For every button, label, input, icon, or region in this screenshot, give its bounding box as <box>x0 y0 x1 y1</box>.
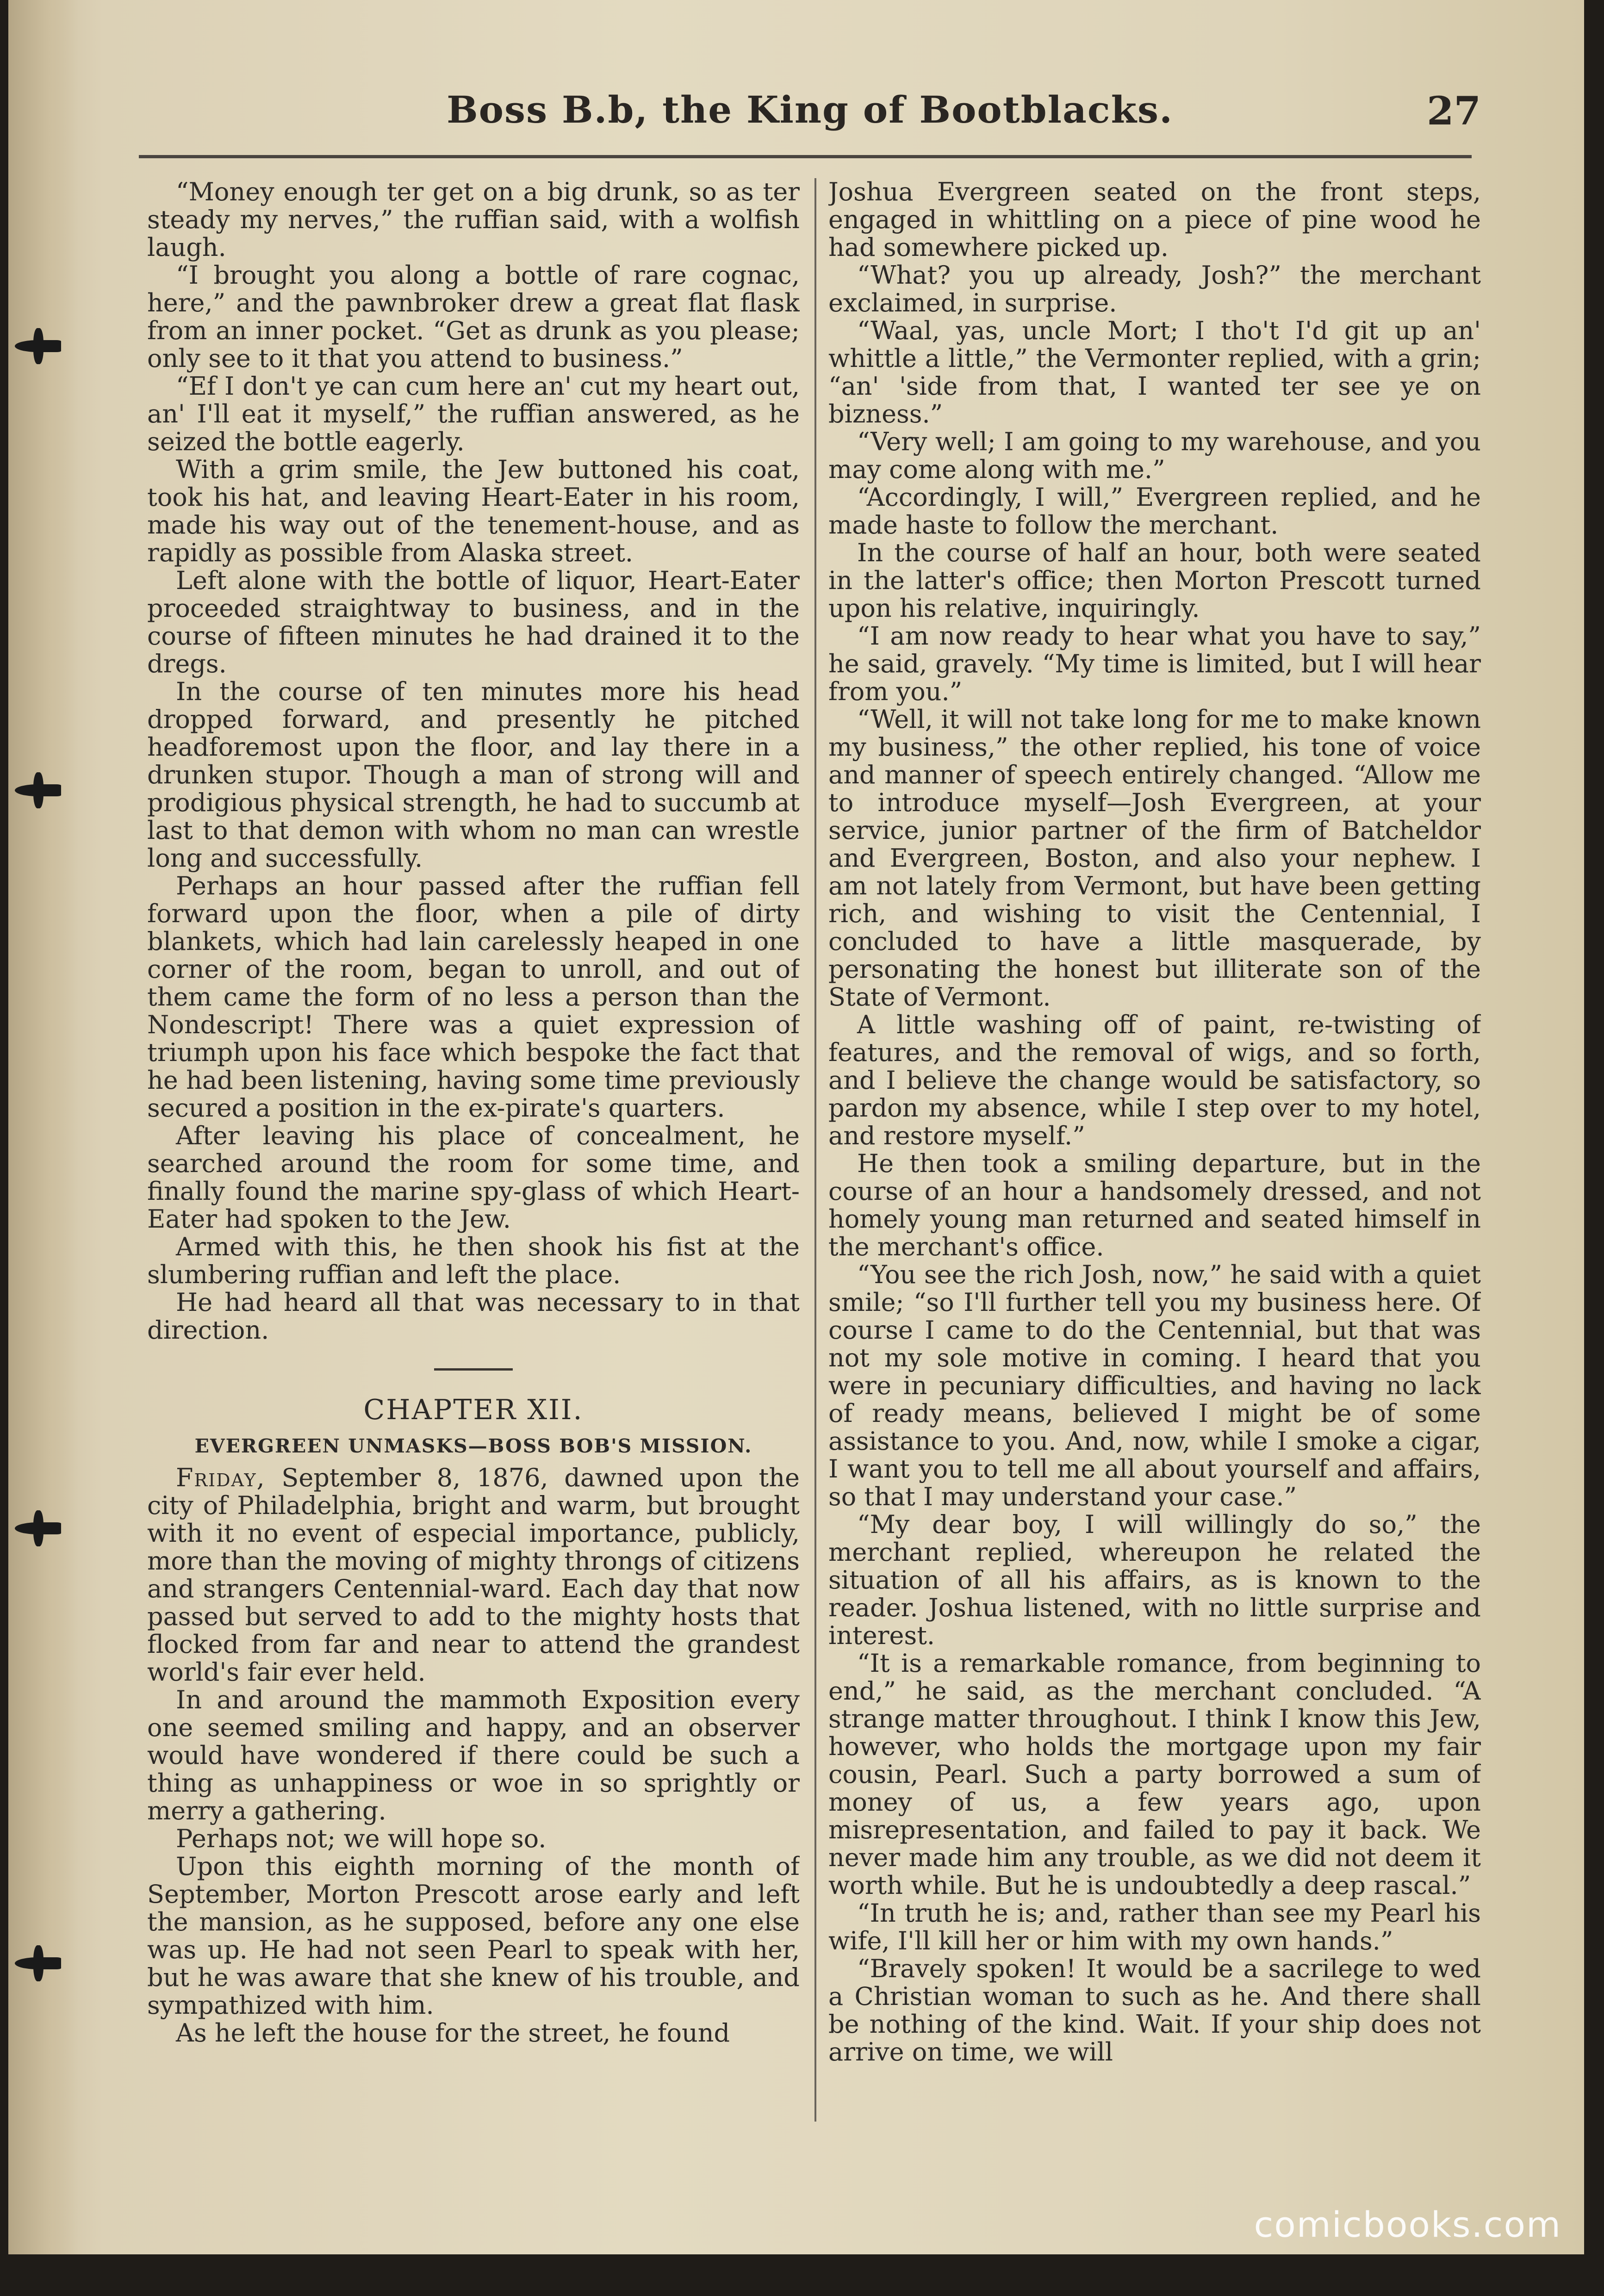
paragraph: Perhaps not; we will hope so. <box>176 1824 547 1853</box>
running-head: Boss B.b, the King of Bootblacks. <box>447 88 1173 131</box>
page-binding <box>8 0 78 2296</box>
paragraph: As he left the house for the street, he found <box>176 2018 730 2048</box>
paragraph: “I brought you along a bottle of rare cognac, here,” and the pawnbroker drew a great flat flask from an inner pocket. “Get as drunk as you please; only see to it that you attend to business.” <box>147 261 800 373</box>
paragraph: “I am now ready to hear what you have to say,” he said, gravely. “My time is limited, but I will hear from you.” <box>828 621 1481 706</box>
header-rule <box>139 155 1472 158</box>
paragraph: “Ef I don't ye can cum here an' cut my heart out, an' I'll eat it myself,” the ruffian answered, as he seized the bottle eagerly. <box>147 372 800 456</box>
paragraph: “You see the rich Josh, now,” he said with a quiet smile; “so I'll further tell you my business here. Of course I came to do the Centennial, but that was not my sole motive in coming. I heard that you were in pecuniary difficulties, and having no lack of ready means, believed I might be of some assistance to you. And, now, while I smoke a cigar, I want you to tell me all about yourself and affairs, so that I may understand your case.” <box>828 1260 1481 1511</box>
paragraph: “Waal, yas, uncle Mort; I tho't I'd git up an' whittle a little,” the Vermonter replied, with a grin; “an' 'side from that, I wanted ter see ye on bizness.” <box>828 316 1481 428</box>
binding-stitch <box>15 1957 61 1969</box>
paragraph: Left alone with the bottle of liquor, Heart-Eater proceeded straightway to business, and in the course of fifteen minutes he had drained it to the dregs. <box>147 566 800 678</box>
paragraph: “Well, it will not take long for me to make known my business,” the other replied, his tone of voice and manner of speech entirely changed. “Allow me to introduce myself—Josh Evergreen, at your service, junior partner of the firm of Batcheldor and Evergreen, Boston, and also your nephew. I am not lately from Vermont, but have been getting rich, and wishing to visit the Centennial, I concluded to have a little masquerade, by personating the honest but illiterate son of the State of Vermont. <box>828 705 1481 1011</box>
chapter-title: CHAPTER XII. <box>363 1394 584 1426</box>
paragraph: “Very well; I am going to my warehouse, and you may come along with me.” <box>828 427 1481 484</box>
watermark: comicbooks.com <box>1254 2204 1561 2245</box>
paragraph: Joshua Evergreen seated on the front steps, engaged in whittling on a piece of pine wood he had somewhere picked up. <box>828 178 1481 262</box>
paragraph: In the course of half an hour, both were seated in the latter's office; then Morton Prescott turned upon his relative, inquiringly. <box>828 538 1481 623</box>
paragraph: “What? you up already, Josh?” the merchant exclaimed, in surprise. <box>828 261 1481 317</box>
paragraph: “It is a remarkable romance, from beginning to end,” he said, as the merchant concluded. “A strange matter throughout. I think I know this Jew, however, who holds the mortgage upon my fair cousin, Pearl. Such a party borrowed a sum of money of us, a few years ago, upon misrepresentation, and failed to pay it back. We never made him any trouble, as we did not deem it worth while. But he is undoubtedly a deep rascal.” <box>828 1649 1481 1900</box>
paragraph: He then took a smiling departure, but in the course of an hour a handsomely dressed, and not homely young man returned and seated himself in the merchant's office. <box>828 1149 1481 1261</box>
paragraph: “Money enough ter get on a big drunk, so as ter steady my nerves,” the ruffian said, with a wolfish laugh. <box>147 178 800 262</box>
paragraph: Armed with this, he then shook his fist at the slumbering ruffian and left the place. <box>147 1232 800 1289</box>
paragraph: “My dear boy, I will willingly do so,” the merchant replied, whereupon he related the situation of all his affairs, as is known to the reader. Joshua listened, with no little surprise and interest. <box>828 1510 1481 1650</box>
paragraph: After leaving his place of concealment, he searched around the room for some time, and finally found the marine spy-glass of which Heart-Eater had spoken to the Jew. <box>147 1121 800 1234</box>
paragraph: Upon this eighth morning of the month of September, Morton Prescott arose early and left the mansion, as he supposed, before any one else was up. He had not seen Pearl to speak with her, but he was aware that she knew of his trouble, and sympathized with him. <box>147 1852 800 2020</box>
section-separator <box>434 1368 513 1371</box>
paragraph: “In truth he is; and, rather than see my Pearl his wife, I'll kill her or him with my own hands.” <box>828 1899 1481 1955</box>
page-number: 27 <box>1427 88 1481 134</box>
paragraph: With a grim smile, the Jew buttoned his coat, took his hat, and leaving Heart-Eater in his room, made his way out of the tenement-house, and as rapidly as possible from Alaska street. <box>147 455 800 567</box>
binding-stitch <box>15 340 61 352</box>
binding-stitch <box>15 784 61 796</box>
paragraph: In and around the mammoth Exposition every one seemed smiling and happy, and an observer would have wondered if there could be such a thing as unhappiness or woe in so sprightly or merry a gathering. <box>147 1685 800 1825</box>
left-column <box>147 178 800 2145</box>
scan-border <box>0 2254 1604 2296</box>
paragraph: A little washing off of paint, re-twisting of features, and the removal of wigs, and so forth, and I believe the change would be satisfactory, so pardon my absence, while I step over to my hotel, and restore myself.” <box>828 1010 1481 1150</box>
page-header <box>139 79 1481 143</box>
column-divider <box>814 178 816 2122</box>
chapter-first-paragraph-text: September 8, 1876, dawned upon the city of Philadelphia, bright and warm, but brought with it no event of especial importance, publicly, more than the moving of mighty throngs of citizens and strangers Centennial-ward. Each day that now passed but served to add to the mighty hosts that flocked from far and near to attend the grandest world's fair ever held. <box>147 1463 800 1687</box>
chapter-subtitle: EVERGREEN UNMASKS—BOSS BOB'S MISSION. <box>194 1435 752 1457</box>
chapter-lead-word: Friday, <box>176 1463 266 1492</box>
paragraph: He had heard all that was necessary to in that direction. <box>147 1288 800 1345</box>
chapter-first-paragraph <box>147 1464 800 1686</box>
binding-stitch <box>15 1522 61 1534</box>
paragraph: “Accordingly, I will,” Evergreen replied, and he made haste to follow the merchant. <box>828 483 1481 540</box>
paragraph: Perhaps an hour passed after the ruffian fell forward upon the floor, when a pile of dirty blankets, which had lain carelessly heaped in one corner of the room, began to unroll, and out of them came the form of no less a person than the Nondescript! There was a quiet expression of triumph upon his face which bespoke the fact that he had been listening, having some time previously secured a position in the ex-pirate's quarters. <box>147 871 800 1123</box>
paragraph: “Bravely spoken! It would be a sacrilege to wed a Christian woman to such as he. And there shall be nothing of the kind. Wait. If your ship does not arrive on time, we will <box>828 1954 1481 2066</box>
right-column <box>828 178 1481 2145</box>
paragraph: In the course of ten minutes more his head dropped forward, and presently he pitched headforemost upon the floor, and lay there in a drunken stupor. Though a man of strong will and prodigious physical strength, he had to succumb at last to that demon with whom no man can wrestle long and successfully. <box>147 677 800 873</box>
